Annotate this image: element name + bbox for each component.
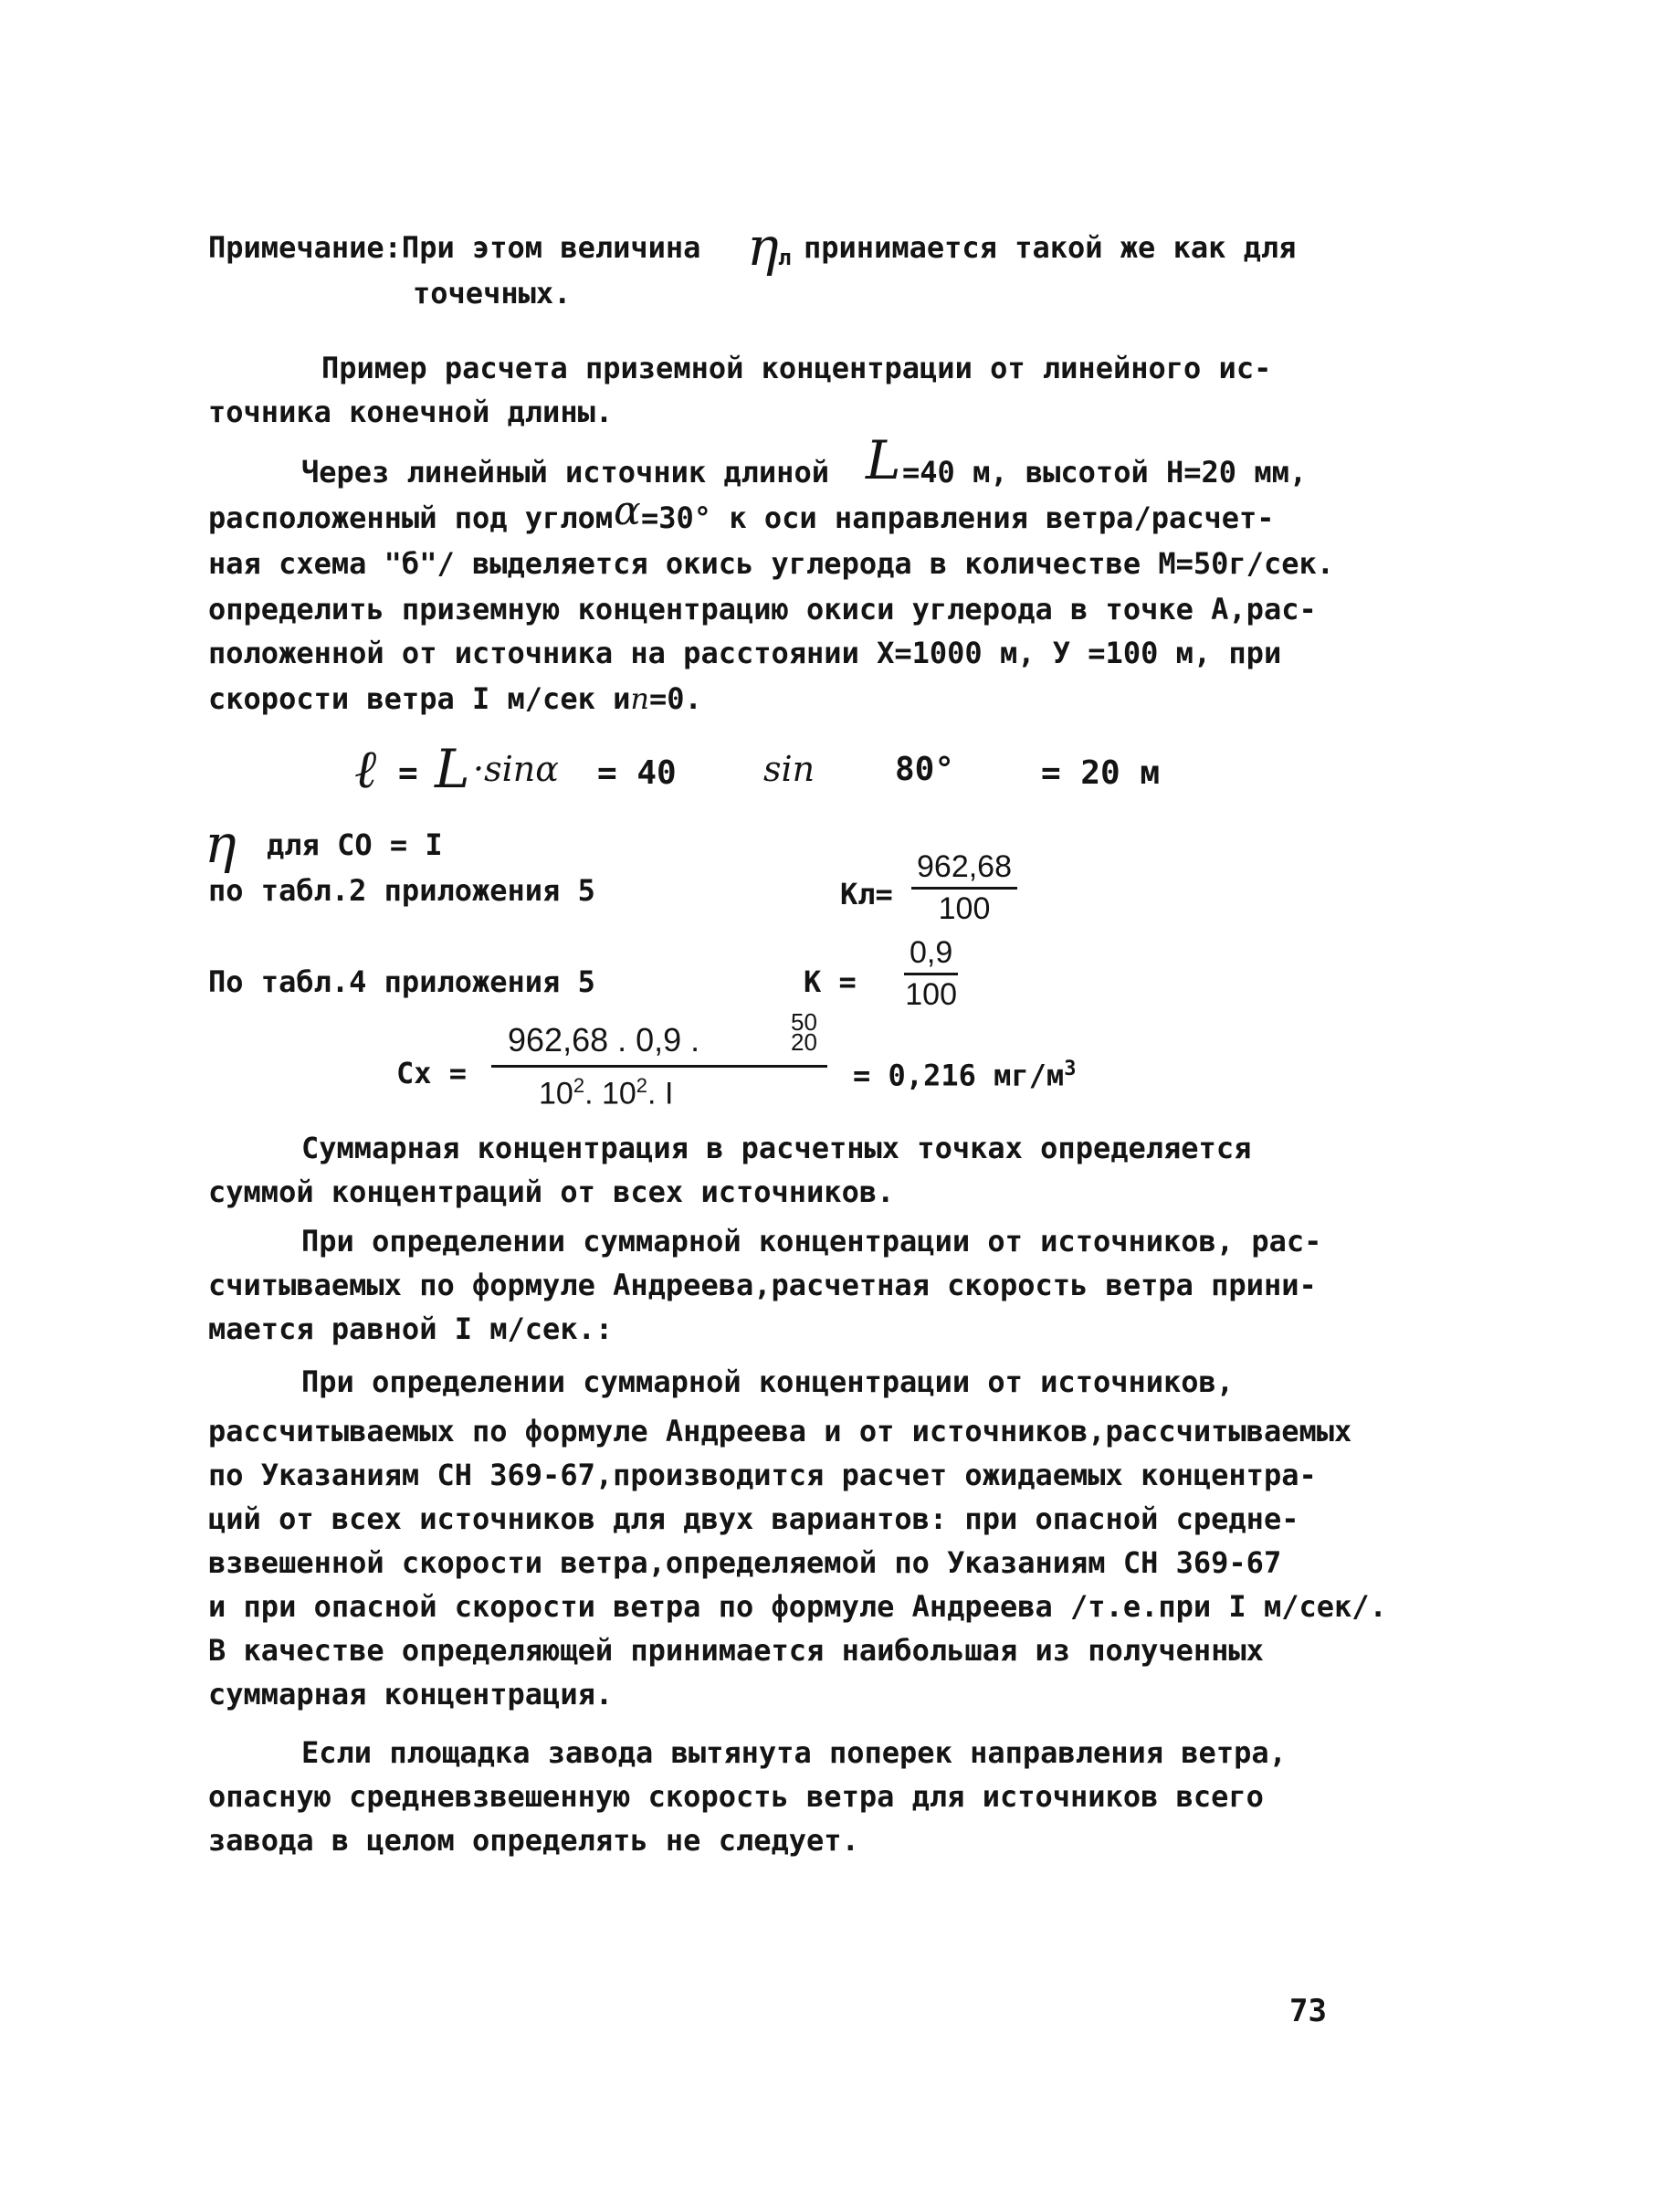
n-symbol: n bbox=[630, 681, 649, 716]
cx-numerator: 962,68 . 0,9 . bbox=[508, 1021, 700, 1059]
formula-sin: sin bbox=[763, 749, 815, 789]
cx-result-value: = 0,216 мг/м bbox=[853, 1058, 1065, 1093]
formula-result: = 20 м bbox=[1041, 754, 1161, 792]
k-fraction bbox=[904, 935, 958, 1013]
note-line-1 bbox=[208, 230, 700, 265]
formula-eq-value: = 40 bbox=[597, 754, 677, 792]
cx-fraction-bar bbox=[491, 1065, 827, 1068]
tab4-text: По табл.4 приложения 5 bbox=[208, 964, 595, 999]
para1-line-5: положенной от источника на расстоянии Х=1000 м, У =100 м, при bbox=[208, 636, 1282, 670]
cx-den-end: . I bbox=[647, 1076, 674, 1111]
para5-line-1: Если площадка завода вытянута поперек направления ветра, bbox=[301, 1735, 1287, 1770]
eta-co-symbol: η bbox=[205, 813, 237, 875]
para2-line-2: суммой концентраций от всех источников. bbox=[208, 1174, 895, 1209]
para1-line-2a: расположенный под углом bbox=[208, 500, 614, 535]
kl-den: 100 bbox=[938, 891, 991, 926]
para3-line-3: мается равной I м/сек.: bbox=[208, 1311, 614, 1346]
page-number: 73 bbox=[1289, 1993, 1327, 2029]
formula-eq-1: = bbox=[398, 754, 418, 792]
para4-line-6: и при опасной скорости ветра по формуле Андреева /т.е.при I м/сек/. bbox=[208, 1589, 1387, 1624]
eta-subscript: л bbox=[778, 245, 792, 270]
note-text-a: При этом величина bbox=[401, 230, 701, 265]
kl-fraction bbox=[911, 849, 1017, 927]
para4-line-5: взвешенной скорости ветра,определяемой по Указаниям СН 369-67 bbox=[208, 1545, 1282, 1580]
para1-line-6b: =0. bbox=[648, 681, 702, 716]
kl-label: Кл= bbox=[840, 877, 893, 911]
para4-line-4: ций от всех источников для двух вариантов: при опасной средне- bbox=[208, 1501, 1299, 1536]
formula-L: L bbox=[435, 738, 470, 800]
para1-line-4: определить приземную концентрацию окиси углерода в точке А,рас- bbox=[208, 592, 1317, 627]
cx-den-b-exp: 2 bbox=[636, 1074, 648, 1097]
para5-line-3: завода в целом определять не следует. bbox=[208, 1823, 859, 1858]
para3-line-1: При определении суммарной концентрации от источников, рас- bbox=[301, 1224, 1322, 1259]
cx-label: Сх = bbox=[396, 1056, 468, 1090]
eta-symbol: η bbox=[747, 216, 779, 278]
para1-line-3: ная схема "б"/ выделяется окись углерода в количестве М=50г/сек. bbox=[208, 546, 1334, 581]
para4-line-3: по Указаниям СН 369-67,производится расчет ожидаемых концентра- bbox=[208, 1458, 1317, 1492]
para1-line-1b: =40 м, высотой Н=20 мм, bbox=[902, 455, 1308, 490]
cx-result bbox=[853, 1058, 1076, 1093]
para2-line-1: Суммарная концентрация в расчетных точках определяется bbox=[301, 1131, 1252, 1165]
note-label: Примечание: bbox=[208, 230, 402, 265]
note-line-2: точечных. bbox=[413, 276, 572, 311]
para1-line-1a: Через линейный источник длиной bbox=[301, 455, 829, 490]
eta-co-text: для СО = I bbox=[267, 827, 443, 862]
l-symbol: ℓ bbox=[354, 738, 377, 800]
formula-angle: 80° bbox=[895, 751, 955, 788]
cx-result-exp: 3 bbox=[1064, 1058, 1077, 1080]
L-symbol: L bbox=[866, 429, 901, 491]
para3-line-2: считываемых по формуле Андреева,расчетная скорость ветра прини- bbox=[208, 1268, 1317, 1302]
example-title-2: точника конечной длины. bbox=[208, 395, 614, 429]
cx-small-fraction bbox=[791, 1008, 817, 1056]
cx-den-mid: . 10 bbox=[584, 1076, 636, 1111]
k-den: 100 bbox=[905, 977, 957, 1012]
tab2-text: по табл.2 приложения 5 bbox=[208, 873, 595, 908]
formula-sin-alpha: ·sinα bbox=[473, 749, 559, 789]
para1-line-6a: скорости ветра I м/сек и bbox=[208, 681, 631, 716]
k-num: 0,9 bbox=[904, 935, 958, 975]
para1-line-6 bbox=[208, 681, 702, 716]
k-label: К = bbox=[804, 964, 857, 999]
para4-line-1: При определении суммарной концентрации от источников, bbox=[301, 1364, 1235, 1399]
para4-line-7: В качестве определяющей принимается наибольшая из полученных bbox=[208, 1633, 1264, 1668]
para4-line-8: суммарная концентрация. bbox=[208, 1677, 614, 1712]
alpha-symbol: α bbox=[614, 488, 641, 534]
para1-line-2b: =30° к оси направления ветра/расчет- bbox=[641, 500, 1275, 535]
cx-small-bottom: 20 bbox=[791, 1028, 817, 1056]
example-title-1: Пример расчета приземной концентрации от линейного ис- bbox=[321, 351, 1272, 385]
cx-den-a-exp: 2 bbox=[573, 1074, 585, 1097]
cx-den-a: 10 bbox=[539, 1076, 573, 1111]
note-text-b: принимается такой же как для bbox=[804, 230, 1297, 265]
kl-num: 962,68 bbox=[911, 849, 1017, 890]
para4-line-2: рассчитываемых по формуле Андреева и от источников,рассчитываемых bbox=[208, 1414, 1352, 1448]
cx-small-top: 50 bbox=[791, 1008, 817, 1036]
para5-line-2: опасную средневзвешенную скорость ветра для источников всего bbox=[208, 1779, 1264, 1814]
cx-denominator bbox=[539, 1074, 673, 1111]
